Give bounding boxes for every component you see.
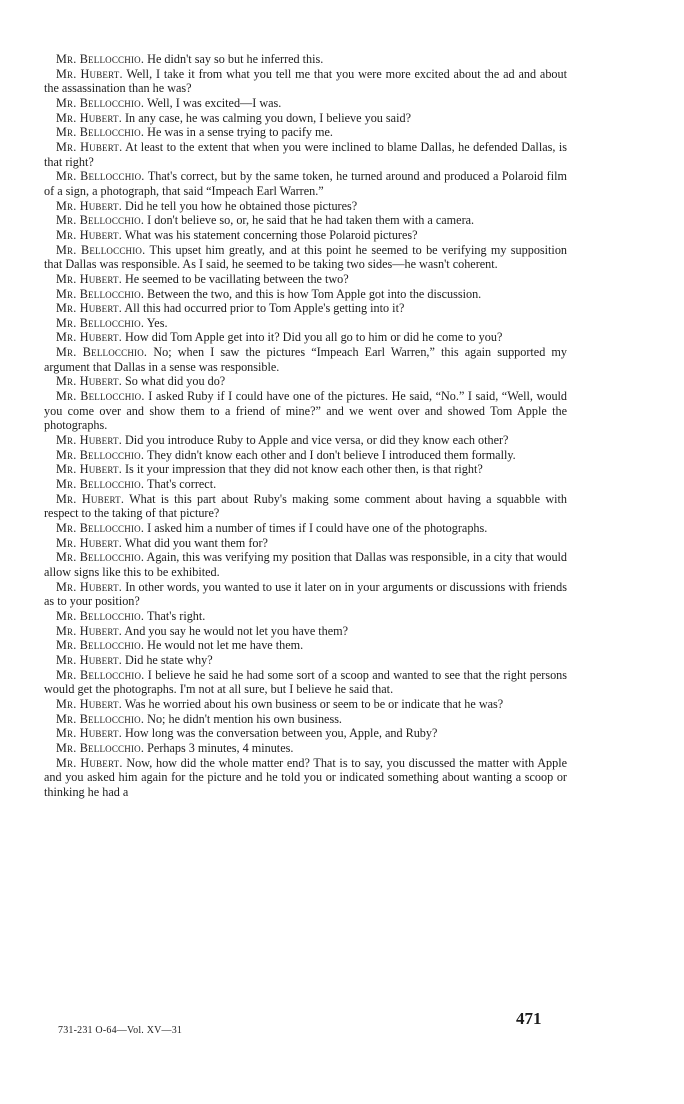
testimony-paragraph [44,243,567,272]
testimony-paragraph [44,199,567,214]
speaker-name: Mr. Bellocchio. [56,242,146,257]
speaker-name: Mr. Hubert. [56,726,122,741]
speaker-name: Mr. Hubert. [56,330,122,345]
testimony-paragraph [44,638,567,653]
testimony-paragraph [44,389,567,433]
statement-text: What did you want them for? [124,535,268,550]
speaker-name: Mr. Hubert. [56,652,122,667]
testimony-paragraph [44,169,567,198]
statement-text: At least to the extent that when you were inclined to blame Dallas, he defended Dallas, is that right? [44,139,567,169]
statement-text: That's correct, but by the same token, he turned around and produced a Polaroid film of a sign, a photograph, that said “Impeach Earl Warren.” [44,169,567,198]
speaker-name: Mr. Bellocchio. [56,477,145,492]
speaker-name: Mr. Bellocchio. [56,608,145,623]
speaker-name: Mr. Hubert. [56,579,123,594]
speaker-name: Mr. Bellocchio. [56,447,145,462]
statement-text: In any case, he was calming you down, I believe you said? [125,110,411,125]
statement-text: He would not let me have them. [147,638,304,653]
testimony-paragraph [44,580,567,609]
testimony-paragraph [44,726,567,741]
statement-text: He was in a sense trying to pacify me. [147,125,333,140]
statement-text: They didn't know each other and I don't believe I introduced them formally. [146,447,516,462]
testimony-paragraph [44,96,567,111]
testimony-transcript [44,52,567,799]
speaker-name: Mr. Bellocchio. [56,550,145,565]
speaker-name: Mr. Bellocchio. [56,638,145,653]
statement-text: Between the two, and this is how Tom Apple got into the discussion. [147,286,482,301]
statement-text: Did he tell you how he obtained those pictures? [125,198,358,213]
statement-text: So what did you do? [125,374,226,389]
speaker-name: Mr. Hubert. [56,139,123,154]
statement-text: Did he state why? [125,652,213,667]
testimony-paragraph [44,301,567,316]
testimony-paragraph [44,741,567,756]
statement-text: All this had occurred prior to Tom Apple's getting into it? [124,301,405,316]
speaker-name: Mr. Hubert. [56,110,122,125]
testimony-paragraph [44,345,567,374]
speaker-name: Mr. Bellocchio. [56,711,145,726]
testimony-paragraph [44,125,567,140]
testimony-paragraph [44,756,567,800]
testimony-paragraph [44,330,567,345]
testimony-paragraph [44,448,567,463]
testimony-paragraph [44,433,567,448]
statement-text: That's correct. [146,477,217,492]
speaker-name: Mr. Bellocchio. [56,213,145,228]
testimony-paragraph [44,316,567,331]
testimony-paragraph [44,521,567,536]
testimony-paragraph [44,228,567,243]
speaker-name: Mr. Bellocchio. [56,345,148,360]
testimony-paragraph [44,462,567,477]
testimony-paragraph [44,52,567,67]
speaker-name: Mr. Bellocchio. [56,521,145,535]
statement-text: This upset him greatly, and at this point he seemed to be verifying my supposition that Dallas was responsible. As I said, he seemed to be taking two sides—he wasn't coherent. [44,242,568,272]
speaker-name: Mr. Hubert. [56,433,122,448]
speaker-name: Mr. Hubert. [56,374,122,389]
statement-text: Did you introduce Ruby to Apple and vice versa, or did they know each other? [125,433,509,448]
testimony-paragraph [44,609,567,624]
testimony-paragraph [44,272,567,287]
testimony-paragraph [44,550,567,579]
statement-text: Is it your impression that they did not know each other then, is that right? [125,462,483,477]
statement-text: Was he worried about his own business or seem to be or indicate that he was? [124,696,504,711]
speaker-name: Mr. Hubert. [56,491,125,506]
speaker-name: Mr. Bellocchio. [56,125,145,140]
testimony-paragraph [44,492,567,521]
speaker-name: Mr. Bellocchio. [56,740,145,755]
testimony-paragraph [44,697,567,712]
speaker-name: Mr. Hubert. [56,755,123,770]
page-number: 471 [516,1009,542,1028]
speaker-name: Mr. Hubert. [56,66,123,81]
statement-text: Yes. [146,315,168,330]
testimony-paragraph [44,477,567,492]
testimony-paragraph [44,536,567,551]
speaker-name: Mr. Hubert. [56,301,122,316]
testimony-paragraph [44,140,567,169]
speaker-name: Mr. Bellocchio. [56,667,145,682]
speaker-name: Mr. Hubert. [56,535,122,550]
print-code: 731-231 O-64—Vol. XV—31 [58,1025,183,1036]
statement-text: What is this part about Ruby's making some comment about having a squabble with respect to the taking of that picture? [44,491,567,521]
statement-text: I asked Ruby if I could have one of the pictures. He said, “No.” I said, “Well, would you come over and show them to a friend of mine?” and we went over and showed Tom Apple the photographs. [44,389,568,433]
testimony-paragraph [44,653,567,668]
speaker-name: Mr. Bellocchio. [56,315,145,330]
statement-text: I don't believe so, or, he said that he had taken them with a camera. [147,213,475,228]
statement-text: And you say he would not let you have them? [124,623,349,638]
speaker-name: Mr. Hubert. [56,462,122,477]
testimony-paragraph [44,111,567,126]
statement-text: I believe he said he had some sort of a scoop and wanted to see that the right persons would get the photographs. I'm not at all sure, but I believe he said that. [44,667,568,697]
statement-text: How long was the conversation between you, Apple, and Ruby? [125,726,438,741]
speaker-name: Mr. Hubert. [56,696,122,711]
testimony-paragraph [44,374,567,389]
statement-text: Again, this was verifying my position that Dallas was responsible, in a city that would allow signs like this to be exhibited. [44,550,568,579]
statement-text: Well, I was excited—I was. [146,95,282,110]
speaker-name: Mr. Bellocchio. [56,389,145,404]
testimony-paragraph [44,287,567,302]
statement-text: Perhaps 3 minutes, 4 minutes. [147,740,294,755]
speaker-name: Mr. Bellocchio. [56,52,145,66]
speaker-name: Mr. Bellocchio. [56,95,145,110]
speaker-name: Mr. Bellocchio. [56,286,145,301]
statement-text: No; he didn't mention his own business. [147,711,342,726]
speaker-name: Mr. Hubert. [56,271,122,286]
testimony-paragraph [44,668,567,697]
speaker-name: Mr. Hubert. [56,198,122,213]
statement-text: What was his statement concerning those Polaroid pictures? [124,227,418,242]
speaker-name: Mr. Hubert. [56,227,122,242]
statement-text: In other words, you wanted to use it later on in your arguments or discussions with friends as to your position? [44,579,567,609]
testimony-paragraph [44,67,567,96]
speaker-name: Mr. Hubert. [56,623,122,638]
statement-text: That's right. [146,608,206,623]
testimony-paragraph [44,624,567,639]
statement-text: Now, how did the whole matter end? That is to say, you discussed the matter with Apple and you asked him again for the picture and he told you or indicated something about wanting a scoop or thinking he had a [44,755,568,799]
statement-text: I asked him a number of times if I could have one of the photographs. [147,521,488,535]
statement-text: He seemed to be vacillating between the two? [125,271,349,286]
speaker-name: Mr. Bellocchio. [56,169,145,184]
statement-text: No; when I saw the pictures “Impeach Earl Warren,” this again supported my argument that Dallas in a sense was responsible. [44,345,568,374]
statement-text: How did Tom Apple get into it? Did you all go to him or did he come to you? [125,330,503,345]
testimony-paragraph [44,712,567,727]
testimony-paragraph [44,213,567,228]
statement-text: Well, I take it from what you tell me that you were more excited about the ad and about the assassination than he was? [44,66,567,96]
statement-text: He didn't say so but he inferred this. [147,52,324,66]
